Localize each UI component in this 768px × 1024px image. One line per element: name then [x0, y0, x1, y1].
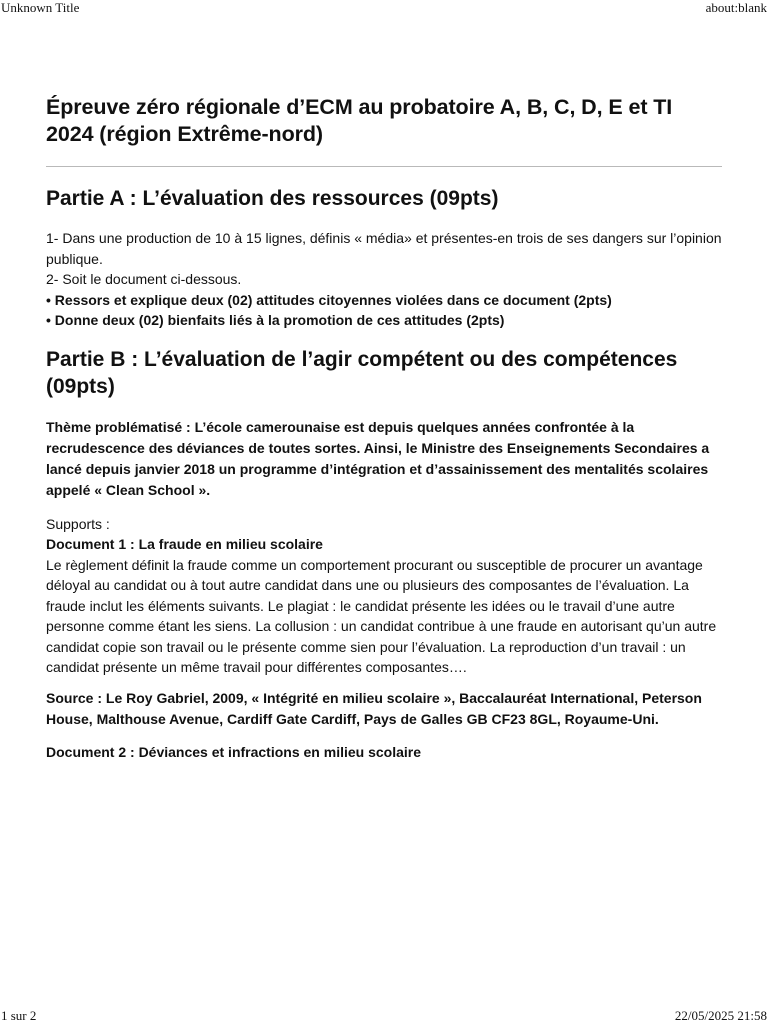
document-1-text: Le règlement définit la fraude comme un comportement procurant ou susceptible de procurer un avantage déloyal au candidat ou à tout autre candidat dans une ou plusieurs des composantes de l’évaluation. La fraude inclut les éléments suivants. Le plagiat : le candidat présente les idées ou le travail d’une autre personne comme étant les siens. La collusion : un candidat contribue à une fraude en autorisant qu’un autre candidat copie son travail ou le présente comme sien pour l’évaluation. La reproduction d’un travail : un candidat présente un même travail pour différentes composantes….: [46, 556, 717, 675]
document-2-title: Document 2 : Déviances et infractions en milieu scolaire: [46, 743, 422, 760]
print-timestamp: 22/05/2025 21:58: [674, 1008, 767, 1023]
problem-theme: Thème problématisé : L’école camerounaise est depuis quelques années confrontée à la recrudescence des déviances de toutes sortes. Ainsi, le Ministre des Enseignements Secondaires a lancé depuis janvier 2018 un programme d’intégration et d’assainissement des mentalités scolaires appelé « Clean School ».: [46, 418, 710, 498]
question-2-bullet-2: • Donne deux (02) bienfaits liés à la promotion de ces attitudes (2pts): [46, 312, 505, 328]
page-indicator: 1 sur 2: [1, 1008, 37, 1023]
document-title: Épreuve zéro régionale d’ECM au probatoire A, B, C, D, E et TI 2024 (région Extrême-nord): [46, 95, 673, 146]
print-header: [0, 0, 768, 16]
question-2-bullet-1: • Ressors et explique deux (02) attitudes citoyennes violées dans ce document (2pts): [46, 291, 612, 308]
document-body: [46, 94, 722, 762]
page-url: about:blank: [705, 0, 767, 15]
page-tab-title: Unknown Title: [1, 0, 80, 15]
print-footer: [0, 1008, 768, 1024]
title-divider: [46, 166, 722, 167]
question-1: 1- Dans une production de 10 à 15 lignes, définis « média» et présentes-en trois de ses dangers sur l’opinion publique.: [46, 230, 722, 267]
part-b-heading: Partie B : L’évaluation de l’agir compétent ou des compétences (09pts): [46, 347, 678, 398]
supports-label: Supports :: [46, 515, 110, 532]
question-2: 2- Soit le document ci-dessous.: [46, 271, 242, 287]
part-a-heading: Partie A : L’évaluation des ressources (09pts): [46, 187, 499, 210]
part-a-questions: [46, 228, 722, 331]
document-1-title: Document 1 : La fraude en milieu scolaire: [46, 536, 323, 552]
document-1-source: Source : Le Roy Gabriel, 2009, « Intégrité en milieu scolaire », Baccalauréat International, Peterson House, Malthouse Avenue, Cardiff Gate Cardiff, Pays de Galles GB CF23 8GL, Royaume-Uni.: [46, 689, 702, 727]
supports-section: [46, 514, 722, 678]
